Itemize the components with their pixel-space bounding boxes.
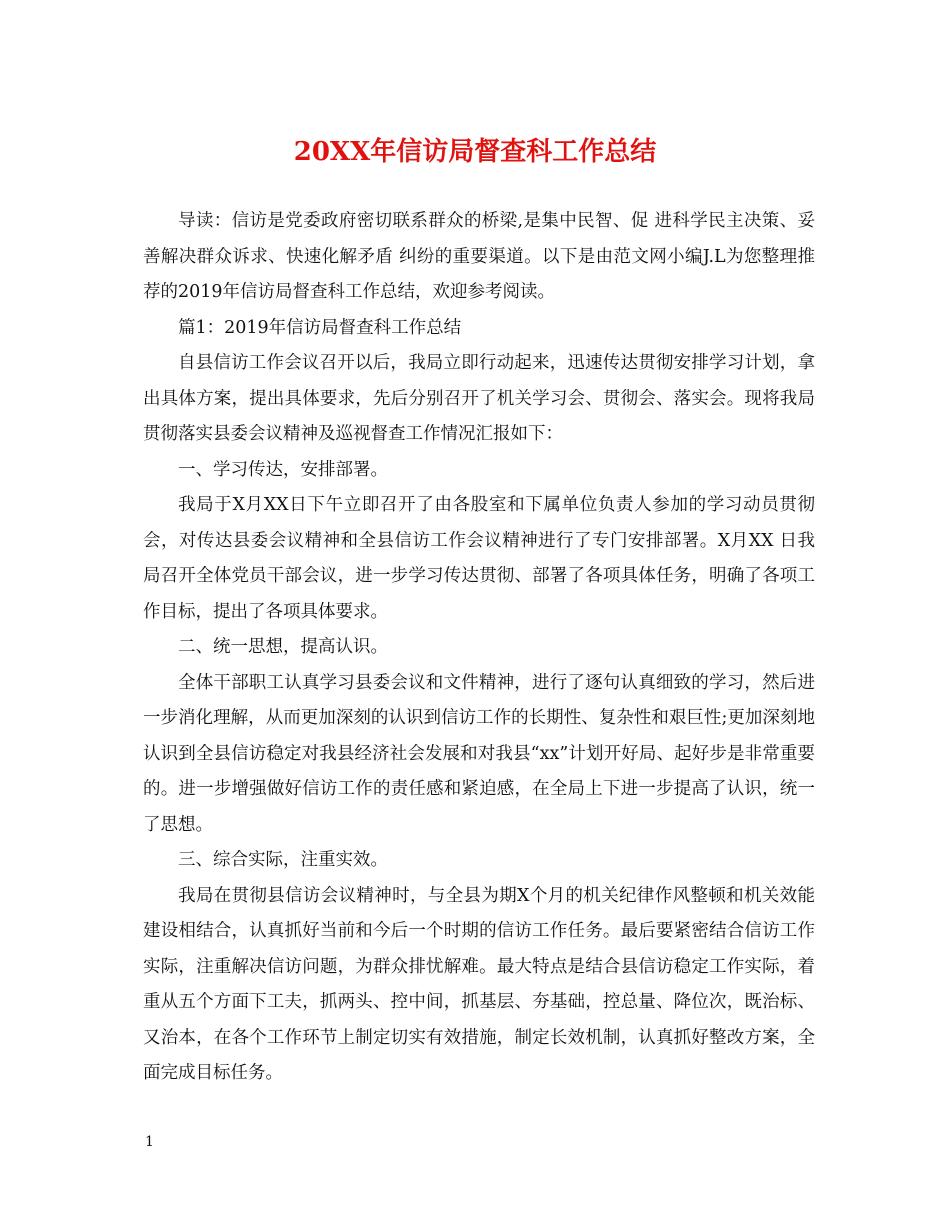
paragraph-section-heading: 篇1：2019年信访局督查科工作总结 (178, 317, 462, 338)
paragraph-overview: 自县信访工作会议召开以后，我局立即行动起来，迅速传达贯彻安排学习计划，拿出具体方案，提出具体要求，先后分别召开了机关学习会、贯彻会、落实会。现将我局贯彻落实县委会议精神及巡视督查工作情况汇报如下： (143, 353, 815, 444)
paragraph-heading-3: 三、综合实际，注重实效。 (178, 850, 388, 870)
paragraph-heading-1: 一、学习传达，安排部署。 (178, 459, 388, 480)
paragraph-intro: 导读：信访是党委政府密切联系群众的桥梁,是集中民智、促 进科学民主决策、妥善解决群众诉求、快速化解矛盾 纠纷的重要渠道。以下是由范文网小编J.L为您整理推荐的2019年信访局督查科工作总结，欢迎参考阅读。 (143, 211, 815, 302)
document-title: 20XX年信访局督查科工作总结 (293, 137, 657, 167)
document-body (143, 204, 815, 1092)
paragraph-unified-thinking: 全体干部职工认真学习县委会议和文件精神，进行了逐句认真细致的学习，然后进一步消化理解，从而更加深刻的认识到信访工作的长期性、复杂性和艰巨性;更加深刻地认识到全县信访稳定对我县经济社会发展和对我县“xx”计划开好局、起好步是非常重要的。进一步增强做好信访工作的责任感和紧迫感，在全局上下进一步提高了认识，统一了思想。 (143, 672, 815, 835)
paragraph-study-deployment: 我局于X月XX日下午立即召开了由各股室和下属单位负责人参加的学习动员贯彻会，对传达县委会议精神和全县信访工作会议精神进行了专门安排部署。X月XX 日我局召开全体党员干部会议，进一步学习传达贯彻、部署了各项具体任务，明确了各项工作目标，提出了各项具体要求。 (143, 495, 815, 622)
paragraph-practical-results: 我局在贯彻县信访会议精神时，与全县为期X个月的机关纪律作风整顿和机关效能建设相结合，认真抓好当前和今后一个时期的信访工作任务。最后要紧密结合信访工作实际，注重解决信访问题，为群众排忧解难。最大特点是结合县信访稳定工作实际，着重从五个方面下工夫，抓两头、控中间，抓基层、夯基础，控总量、降位次，既治标、又治本，在各个工作环节上制定切实有效措施，制定长效机制，认真抓好整改方案，全面完成目标任务。 (143, 885, 815, 1083)
page-number: 1 (145, 1134, 154, 1150)
paragraph-heading-2: 二、统一思想，提高认识。 (178, 637, 388, 657)
